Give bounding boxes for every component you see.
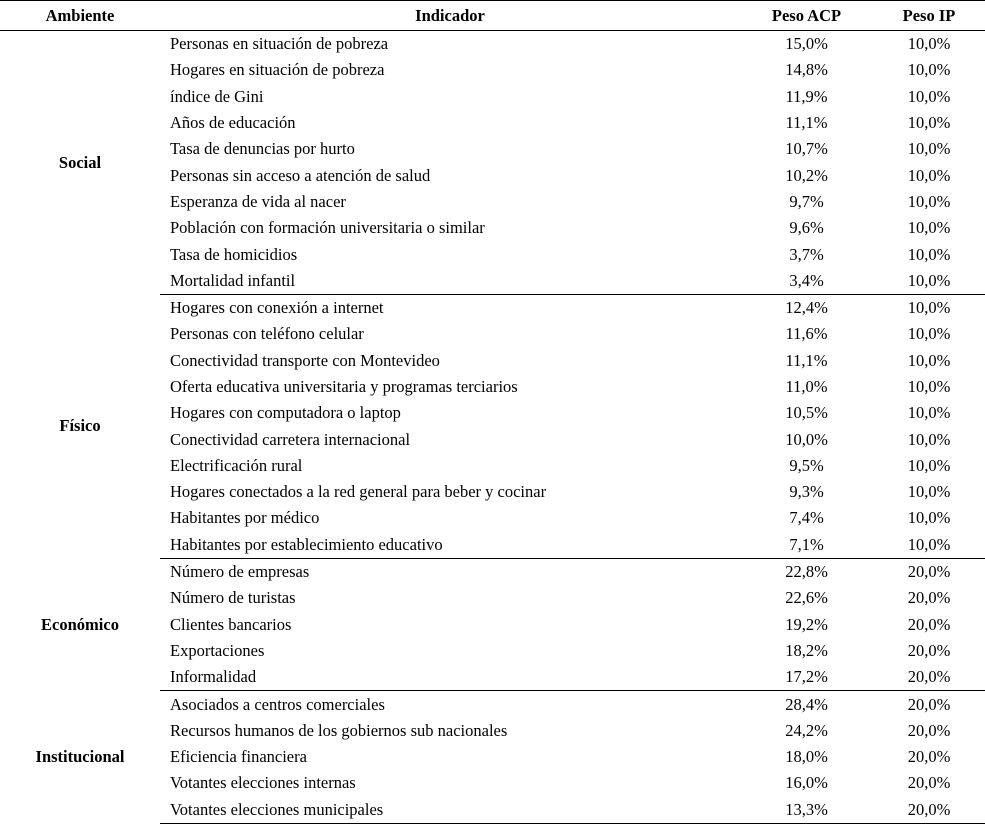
header-indicador: Indicador [160, 1, 740, 31]
peso-acp-cell: 16,0% [785, 773, 828, 793]
peso-ip-cell: 10,0% [907, 34, 951, 54]
indicador-cell: Oferta educativa universitaria y programas terciarios [170, 377, 518, 396]
ambiente-cell: Institucional [35, 747, 125, 767]
peso-ip-cell: 10,0% [907, 298, 951, 318]
peso-ip-cell: 20,0% [907, 694, 951, 714]
indicador-cell: Asociados a centros comerciales [170, 694, 385, 714]
peso-acp-cell: 19,2% [785, 614, 828, 634]
peso-ip-cell: 20,0% [907, 720, 951, 740]
peso-ip-cell: 10,0% [907, 324, 951, 344]
peso-acp-cell: 7,4% [789, 508, 824, 528]
peso-ip-cell: 10,0% [907, 244, 951, 264]
ambiente-cell: Social [58, 152, 102, 172]
indicador-cell: Tasa de denuncias por hurto [170, 139, 355, 159]
peso-acp-cell: 3,4% [740, 268, 873, 295]
table-row [0, 558, 985, 585]
peso-acp-cell: 10,7% [785, 139, 828, 159]
table-header [0, 1, 985, 31]
table-row [0, 31, 985, 58]
header-ambiente: Ambiente [0, 1, 160, 31]
peso-acp-cell: 10,0% [785, 429, 828, 449]
header-row [0, 1, 985, 31]
group-3 [0, 691, 985, 823]
peso-acp-cell: 9,5% [789, 455, 824, 475]
peso-acp-cell: 11,1% [785, 113, 828, 133]
peso-ip-cell: 10,0% [907, 482, 951, 502]
indicador-cell: Número de turistas [170, 588, 296, 608]
indicador-cell: Recursos humanos de los gobiernos sub nacionales [170, 720, 508, 740]
peso-acp-cell: 13,3% [740, 797, 873, 824]
peso-ip-cell: 10,0% [907, 403, 951, 423]
peso-ip-cell: 10,0% [873, 268, 985, 295]
peso-ip-cell: 10,0% [873, 532, 985, 559]
peso-ip-cell: 20,0% [907, 747, 951, 767]
peso-acp-cell: 3,7% [789, 244, 824, 264]
peso-ip-cell: 10,0% [907, 508, 951, 528]
peso-ip-cell: 20,0% [873, 664, 985, 691]
ambiente-cell: Físico [59, 416, 101, 436]
peso-ip-cell: 20,0% [907, 640, 951, 660]
peso-ip-cell: 10,0% [907, 191, 951, 211]
header-peso-acp: Peso ACP [740, 1, 873, 31]
indicador-cell: Hogares conectados a la red general para beber y cocinar [170, 482, 547, 502]
peso-acp-cell: 12,4% [785, 298, 828, 318]
indicador-cell: Número de empresas [170, 562, 310, 582]
indicador-cell: Esperanza de vida al nacer [170, 191, 346, 211]
peso-acp-cell: 11,1% [785, 350, 828, 370]
peso-acp-cell: 11,0% [785, 377, 828, 396]
peso-ip-cell: 10,0% [907, 429, 951, 449]
peso-acp-cell: 18,2% [785, 640, 828, 660]
peso-ip-cell: 10,0% [907, 455, 951, 475]
indicador-cell: Hogares con computadora o laptop [170, 403, 401, 423]
indicador-cell: Mortalidad infantil [160, 268, 740, 295]
group-1 [0, 294, 985, 558]
peso-acp-cell: 18,0% [785, 747, 828, 767]
indicador-cell: Votantes elecciones municipales [160, 797, 740, 824]
peso-ip-cell: 10,0% [907, 113, 951, 133]
peso-ip-cell: 20,0% [907, 614, 951, 634]
peso-acp-cell: 10,5% [785, 403, 828, 423]
indicador-cell: Habitantes por médico [170, 508, 320, 528]
peso-ip-cell: 20,0% [873, 797, 985, 824]
peso-ip-cell: 10,0% [907, 377, 951, 396]
peso-acp-cell: 14,8% [785, 60, 828, 80]
peso-acp-cell: 17,2% [740, 664, 873, 691]
header-peso-ip: Peso IP [873, 1, 985, 31]
indicador-cell: Tasa de homicidios [170, 244, 298, 264]
peso-acp-cell: 15,0% [785, 34, 828, 54]
peso-acp-cell: 11,9% [785, 86, 828, 106]
group-0 [0, 31, 985, 295]
indicador-cell: Hogares con conexión a internet [170, 298, 384, 318]
peso-acp-cell: 7,1% [740, 532, 873, 559]
indicador-cell: Población con formación universitaria o similar [170, 218, 485, 238]
peso-acp-cell: 22,6% [785, 588, 828, 608]
indicador-cell: Electrificación rural [170, 455, 303, 475]
peso-ip-cell: 10,0% [907, 218, 951, 238]
peso-acp-cell: 28,4% [785, 694, 828, 714]
peso-acp-cell: 22,8% [785, 562, 828, 582]
peso-ip-cell: 20,0% [907, 588, 951, 608]
peso-acp-cell: 10,2% [785, 165, 828, 185]
indicador-cell: Informalidad [160, 664, 740, 691]
ambiente-cell: Económico [41, 614, 119, 634]
peso-acp-cell: 9,3% [789, 482, 824, 502]
table-row [0, 294, 985, 321]
peso-ip-cell: 10,0% [907, 350, 951, 370]
indicador-cell: Eficiencia financiera [170, 747, 307, 767]
peso-ip-cell: 10,0% [907, 60, 951, 80]
indicador-cell: Hogares en situación de pobreza [170, 60, 385, 80]
indicador-cell: Votantes elecciones internas [170, 773, 356, 793]
peso-acp-cell: 9,7% [789, 191, 824, 211]
indicador-cell: Exportaciones [170, 640, 265, 660]
peso-acp-cell: 9,6% [789, 218, 824, 238]
indicador-cell: Conectividad transporte con Montevideo [170, 350, 440, 370]
peso-acp-cell: 11,6% [785, 324, 828, 344]
peso-ip-cell: 20,0% [907, 773, 951, 793]
peso-ip-cell: 10,0% [907, 139, 951, 159]
indicador-cell: Personas sin acceso a atención de salud [170, 165, 431, 185]
table-row [0, 691, 985, 718]
indicador-cell: Conectividad carretera internacional [170, 429, 411, 449]
indicador-cell: Habitantes por establecimiento educativo [160, 532, 740, 559]
peso-ip-cell: 10,0% [907, 86, 951, 106]
indicador-cell: Años de educación [170, 113, 296, 133]
indicador-cell: índice de Gini [170, 86, 264, 106]
peso-acp-cell: 24,2% [785, 720, 828, 740]
group-2 [0, 558, 985, 690]
indicador-cell: Personas en situación de pobreza [170, 34, 389, 54]
indicador-cell: Personas con teléfono celular [170, 324, 364, 344]
indicador-cell: Clientes bancarios [170, 614, 292, 634]
peso-ip-cell: 10,0% [907, 165, 951, 185]
peso-ip-cell: 20,0% [907, 562, 951, 582]
